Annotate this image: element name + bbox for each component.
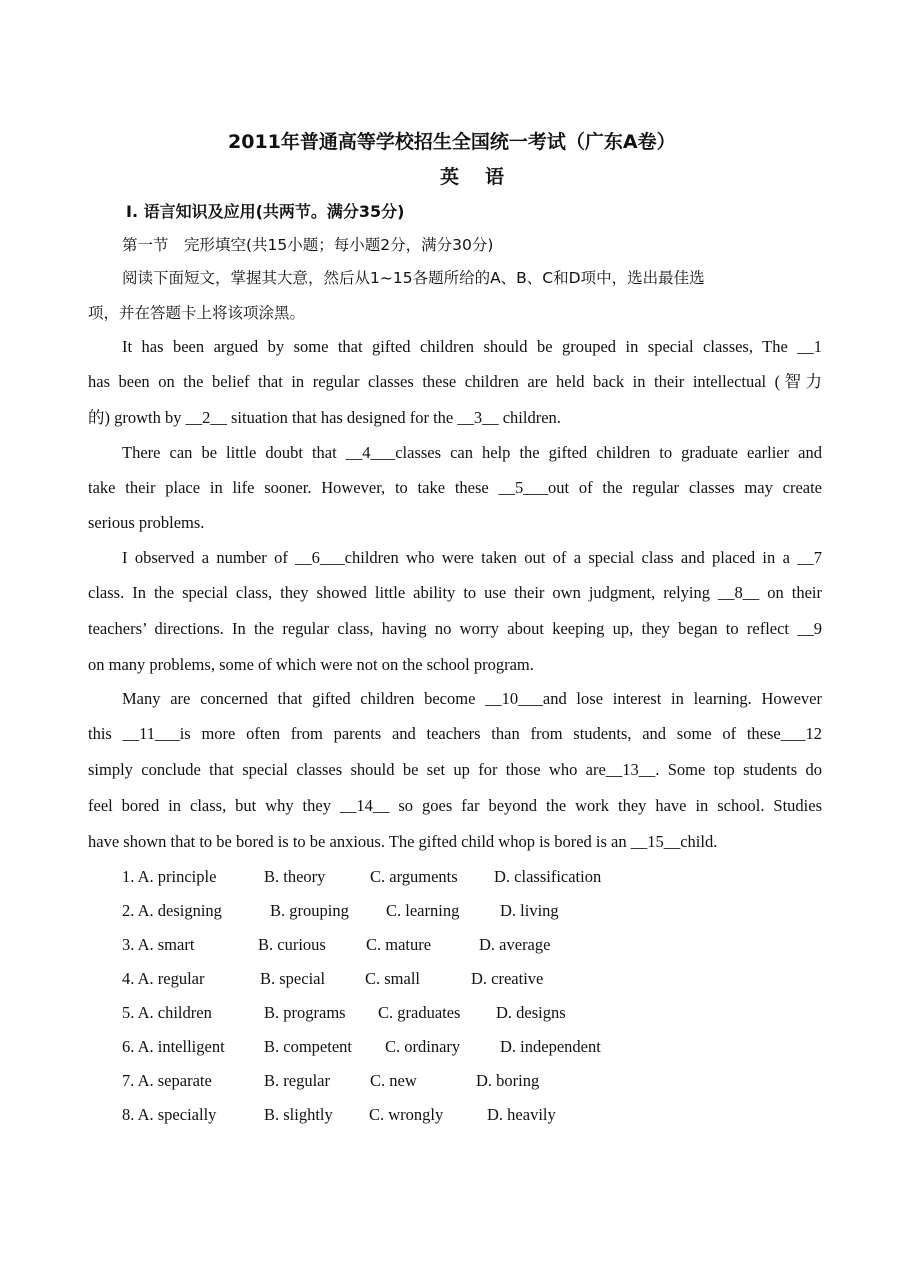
instruction-line-1: 阅读下面短文，掌握其大意，然后从1~15各题所给的A、B、C和D项中，选出最佳选 xyxy=(122,269,705,287)
option-d: D. living xyxy=(500,901,559,920)
option-d: D. creative xyxy=(471,969,544,988)
option-c: C. ordinary xyxy=(385,1037,461,1056)
option-d: D. average xyxy=(479,935,551,954)
option-b: B. regular xyxy=(264,1071,330,1090)
option-b: B. grouping xyxy=(270,901,349,920)
option-d: D. boring xyxy=(476,1071,540,1090)
passage-p2-line-3: serious problems. xyxy=(88,513,205,532)
option-a: 8. A. specially xyxy=(122,1105,217,1124)
option-b: B. theory xyxy=(264,867,326,886)
passage-p4-line-1: Many are concerned that gifted children become __10___and lose interest in learning. However xyxy=(122,689,822,708)
option-b: B. programs xyxy=(264,1003,346,1022)
option-b: B. slightly xyxy=(264,1105,333,1124)
option-c: C. new xyxy=(370,1071,417,1090)
option-a: 1. A. principle xyxy=(122,867,217,886)
option-c: C. small xyxy=(365,969,421,988)
option-c: C. graduates xyxy=(378,1003,461,1022)
exam-title: 2011年普通高等学校招生全国统一考试（广东A卷） xyxy=(228,131,676,153)
passage-p2-line-2: take their place in life sooner. However, to take these __5___out of the regular classes may create xyxy=(88,478,822,497)
subject-title: 英语 xyxy=(440,166,531,188)
passage-p4-line-5: have shown that to be bored is to be anxious. The gifted child whop is bored is an __15__child. xyxy=(88,832,718,851)
option-d: D. independent xyxy=(500,1037,601,1056)
option-c: C. mature xyxy=(366,935,432,954)
option-b: B. curious xyxy=(258,935,326,954)
passage-p4-line-4: feel bored in class, but why they __14__ so goes far beyond the work they have in school. Studies xyxy=(88,796,822,815)
option-a: 6. A. intelligent xyxy=(122,1037,225,1056)
option-d: D. heavily xyxy=(487,1105,556,1124)
option-c: C. arguments xyxy=(370,867,458,886)
option-a: 2. A. designing xyxy=(122,901,222,920)
passage-p2-line-1: There can be little doubt that __4___classes can help the gifted children to graduate earlier and xyxy=(122,443,822,462)
passage-p1-line-1: It has been argued by some that gifted children should be grouped in special classes, The __1 xyxy=(122,337,822,356)
passage-p4-line-2: this __11___is more often from parents and teachers than from students, and some of these___12 xyxy=(88,724,822,743)
option-b: B. competent xyxy=(264,1037,352,1056)
option-d: D. designs xyxy=(496,1003,566,1022)
passage-p3-line-4: on many problems, some of which were not on the school program. xyxy=(88,655,534,674)
passage-p3-line-2: class. In the special class, they showed little ability to use their own judgment, relying __8__ on their xyxy=(88,583,822,602)
option-d: D. classification xyxy=(494,867,602,886)
instruction-line-2: 项，并在答题卡上将该项涂黑。 xyxy=(88,304,306,322)
option-a: 5. A. children xyxy=(122,1003,212,1022)
option-c: C. learning xyxy=(386,901,460,920)
option-c: C. wrongly xyxy=(369,1105,444,1124)
passage-p1-line-3: 的) growth by __2__ situation that has designed for the __3__ children. xyxy=(88,408,561,427)
part-heading: 第一节 完形填空(共15小题；每小题2分，满分30分) xyxy=(122,236,494,254)
passage-p1-line-2: has been on the belief that in regular classes these children are held back in their intellectual (智力 xyxy=(88,372,822,391)
passage-p3-line-1: I observed a number of __6___children who were taken out of a special class and placed in a __7 xyxy=(122,548,822,567)
section-heading: Ⅰ. 语言知识及应用(共两节。满分35分) xyxy=(126,202,405,221)
option-a: 4. A. regular xyxy=(122,969,205,988)
option-b: B. special xyxy=(260,969,326,988)
option-a: 7. A. separate xyxy=(122,1071,212,1090)
option-a: 3. A. smart xyxy=(122,935,195,954)
passage-p3-line-3: teachers’ directions. In the regular class, having no worry about keeping up, they began to reflect __9 xyxy=(88,619,822,638)
passage-p4-line-3: simply conclude that special classes should be set up for those who are__13__. Some top students do xyxy=(88,760,822,779)
